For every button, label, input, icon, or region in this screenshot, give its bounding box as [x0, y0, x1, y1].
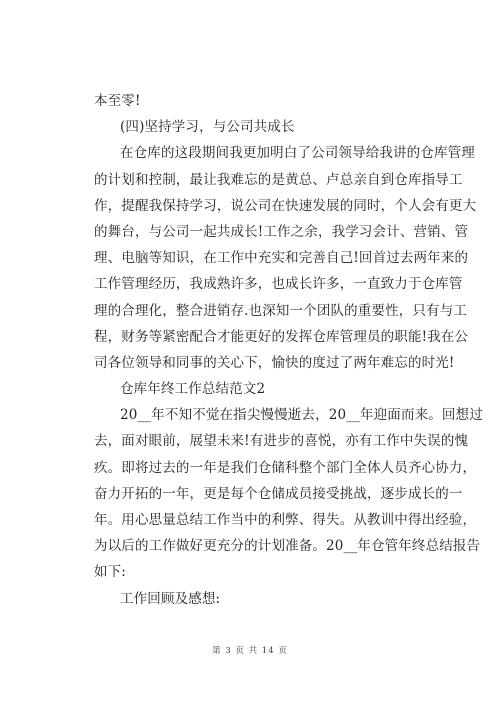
text-line: 在仓库的这段期间我更加明白了公司领导给我讲的仓库管理 — [120, 145, 475, 162]
page-footer: 第 3 页 共 14 页 — [212, 646, 288, 656]
text-line: 的舞台，与公司一起共成长!工作之余，我学习会计、营销、管 — [94, 223, 469, 240]
text-line: 去，面对眼前，展望未来!有进步的喜悦，亦有工作中失误的愧 — [94, 433, 469, 450]
text-line: 作，提醒我保持学习，说公司在快速发展的同时，个人会有更大 — [94, 197, 477, 214]
text-line: 程，财务等紧密配合才能更好的发挥仓库管理员的职能!我在公 — [94, 328, 469, 345]
text-line: 年。用心思量总结工作当中的利弊、得失。从教训中得出经验， — [94, 512, 477, 528]
text-line: 理的合理化，整合进销存.也深知一个团队的重要性，只有与工 — [94, 302, 467, 319]
text-line: (四)坚持学习，与公司共成长 — [120, 119, 295, 136]
text-line: 本至零! — [94, 93, 141, 109]
text-line: 奋力开拓的一年，更是每个仓储成员接受挑战，逐步成长的一 — [94, 485, 463, 502]
text-line: 20__年不知不觉在指尖慢慢逝去，20__年迎面而来。回想过 — [120, 407, 483, 424]
text-line: 疚。即将过去的一年是我们仓储科整个部门全体人员齐心协力， — [94, 459, 477, 476]
text-line: 如下: — [94, 564, 126, 581]
text-line: 为以后的工作做好更充分的计划准备。20__年仓管年终总结报告 — [94, 538, 481, 555]
text-line: 理、电脑等知识，在工作中充实和完善自己!回首过去两年来的 — [94, 250, 469, 267]
document-body — [94, 88, 483, 612]
text-line: 的计划和控制，最让我难忘的是黄总、卢总亲自到仓库指导工 — [94, 171, 463, 188]
text-line: 司各位领导和同事的关心下，愉快的度过了两年难忘的时光! — [94, 354, 455, 371]
text-line: 仓库年终工作总结范文2 — [120, 381, 266, 398]
text-line: 工作管理经历，我成熟许多，也成长许多，一直致力于仓库管 — [94, 276, 463, 293]
text-line: 工作回顾及感想: — [120, 590, 221, 607]
